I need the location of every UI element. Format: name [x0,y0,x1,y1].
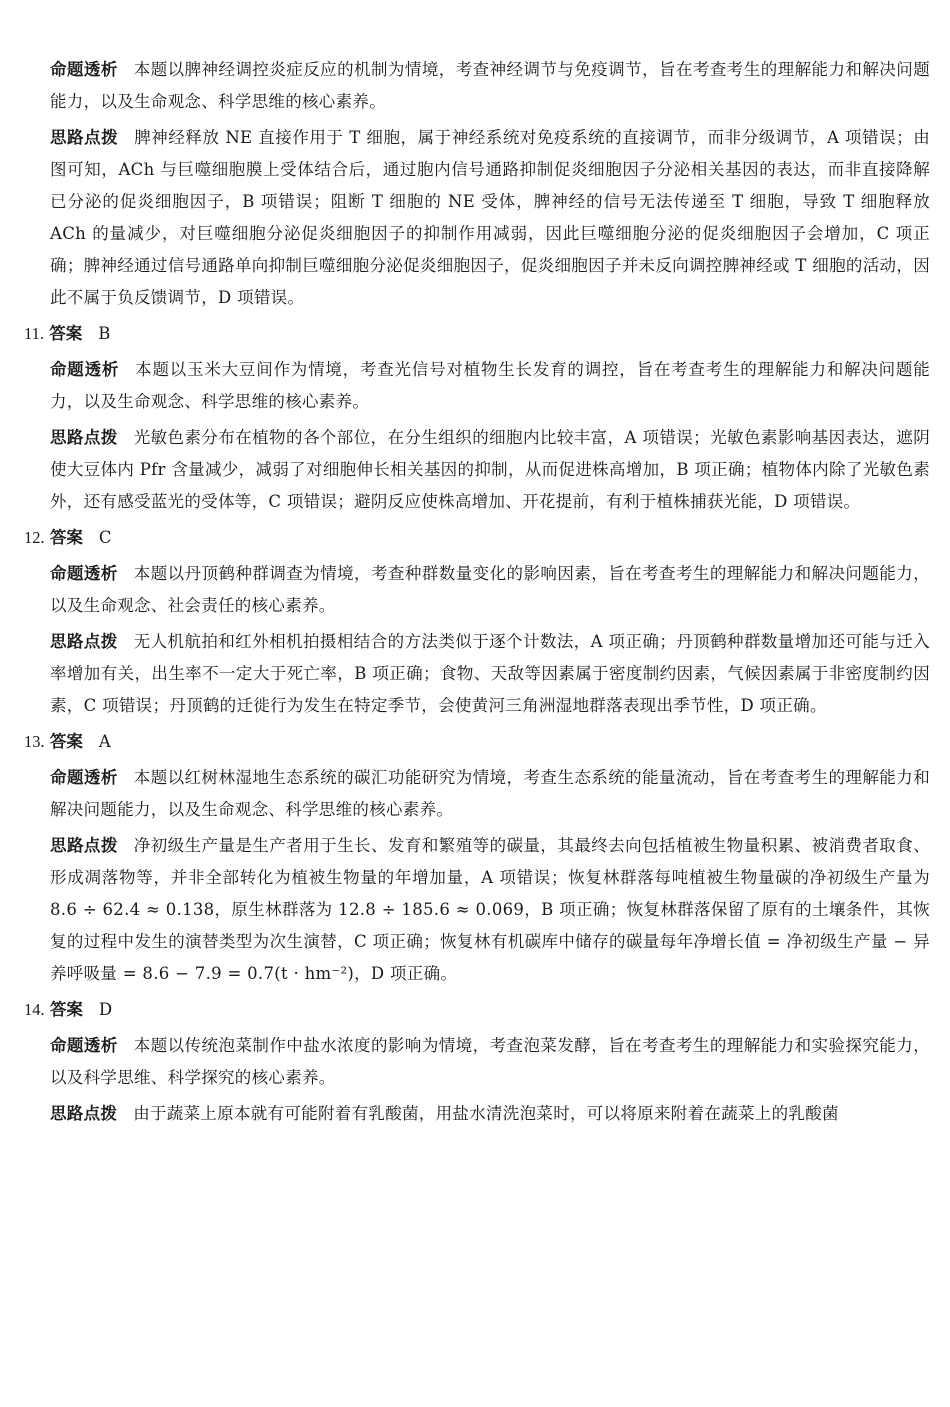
explain-label: 思路点拨 [50,1104,118,1123]
analysis-text: 本题以玉米大豆间作为情境，考查光信号对植物生长发育的调控，旨在考查考生的理解能力和解决问题能力，以及生命观念、科学思维的核心素养。 [50,360,930,411]
answer-sheet-page [0,54,950,1130]
analysis-text: 本题以丹顶鹤种群调查为情境，考查种群数量变化的影响因素，旨在考查考生的理解能力和解决问题能力，以及生命观念、社会责任的核心素养。 [50,564,930,615]
analysis-text: 本题以红树林湿地生态系统的碳汇功能研究为情境，考查生态系统的能量流动，旨在考查考生的理解能力和解决问题能力，以及生命观念、科学思维的核心素养。 [50,768,930,819]
explain-text: 无人机航拍和红外相机拍摄相结合的方法类似于逐个计数法，A 项正确；丹顶鹤种群数量增加还可能与迁入率增加有关，出生率不一定大于死亡率，B 项正确；食物、天敌等因素属于密度制约因素，气候因素属于非密度制约因素，C 项错误；丹顶鹤的迁徙行为发生在特定季节，会使黄河三角洲湿地群落表现出季节性，D 项正确。 [50,632,930,715]
question-number: 11. [24,324,45,343]
question-answer-12 [24,522,930,554]
question-answer-14 [24,994,930,1026]
intro-explain [50,122,930,314]
analysis-text: 本题以脾神经调控炎症反应的机制为情境，考查神经调节与免疫调节，旨在考查考生的理解能力和解决问题能力，以及生命观念、科学思维的核心素养。 [50,60,930,111]
explain-text: 净初级生产量是生产者用于生长、发育和繁殖等的碳量，其最终去向包括植被生物量积累、被消费者取食、形成凋落物等，并非全部转化为植被生物量的年增加量，A 项错误；恢复林群落每吨植被生物量碳的净初级生产量为 8.6 ÷ 62.4 ≈ 0.138，原生林群落为 12.8 ÷ 185.6 ≈ 0.069，B 项正确；恢复林群落保留了原有的土壤条件，其恢复的过程中发生的演替类型为次生演替，C 项正确；恢复林有机碳库中储存的碳量每年净增长值 = 净初级生产量 − 异养呼吸量 = 8.6 − 7.9 = 0.7(t · hm⁻²)，D 项正确。 [50,836,930,983]
answer-label: 答案 [49,528,83,547]
answer-value: C [98,528,112,547]
question-analysis-12 [50,558,930,622]
explain-label: 思路点拨 [50,632,118,651]
answer-value: B [98,324,111,343]
intro-analysis [50,54,930,118]
question-answer-13 [24,726,930,758]
question-analysis-11 [50,354,930,418]
analysis-label: 命题透析 [50,1036,118,1055]
question-number: 13. [24,732,45,751]
question-number: 14. [24,1000,45,1019]
question-number: 12. [24,528,45,547]
explain-label: 思路点拨 [50,428,118,447]
explain-text: 脾神经释放 NE 直接作用于 T 细胞，属于神经系统对免疫系统的直接调节，而非分级调节，A 项错误；由图可知，ACh 与巨噬细胞膜上受体结合后，通过胞内信号通路抑制促炎细胞因子分泌相关基因的表达，而非直接降解已分泌的促炎细胞因子，B 项错误；阻断 T 细胞的 NE 受体，脾神经的信号无法传递至 T 细胞，导致 T 细胞释放 ACh 的量减少，对巨噬细胞分泌促炎细胞因子的抑制作用减弱，因此巨噬细胞分泌的促炎细胞因子会增加，C 项正确；脾神经通过信号通路单向抑制巨噬细胞分泌促炎细胞因子，促炎细胞因子并未反向调控脾神经或 T 细胞的活动，因此不属于负反馈调节，D 项错误。 [50,128,930,307]
answer-value: D [98,1000,113,1019]
answer-value: A [98,732,111,751]
question-analysis-14 [50,1030,930,1094]
explain-text: 由于蔬菜上原本就有可能附着有乳酸菌，用盐水清洗泡菜时，可以将原来附着在蔬菜上的乳酸菌 [133,1104,839,1123]
question-explain-11 [50,422,930,518]
question-explain-14 [50,1098,930,1130]
analysis-text: 本题以传统泡菜制作中盐水浓度的影响为情境，考查泡菜发酵，旨在考查考生的理解能力和实验探究能力，以及科学思维、科学探究的核心素养。 [50,1036,930,1087]
analysis-label: 命题透析 [50,360,120,379]
explain-text: 光敏色素分布在植物的各个部位，在分生组织的细胞内比较丰富，A 项错误；光敏色素影响基因表达，遮阴使大豆体内 Pfr 含量减少，减弱了对细胞伸长相关基因的抑制，从而促进株高增加，B 项正确；植物体内除了光敏色素外，还有感受蓝光的受体等，C 项错误；避阴反应使株高增加、开花提前，有利于植株捕获光能，D 项错误。 [50,428,930,511]
explain-label: 思路点拨 [50,128,119,147]
answer-label: 答案 [49,324,83,343]
analysis-label: 命题透析 [50,60,118,79]
explain-label: 思路点拨 [50,836,118,855]
analysis-label: 命题透析 [50,564,118,583]
question-explain-13 [50,830,930,990]
question-explain-12 [50,626,930,722]
answer-label: 答案 [49,732,83,751]
analysis-label: 命题透析 [50,768,118,787]
question-answer-11 [24,318,930,350]
question-analysis-13 [50,762,930,826]
answer-label: 答案 [49,1000,83,1019]
